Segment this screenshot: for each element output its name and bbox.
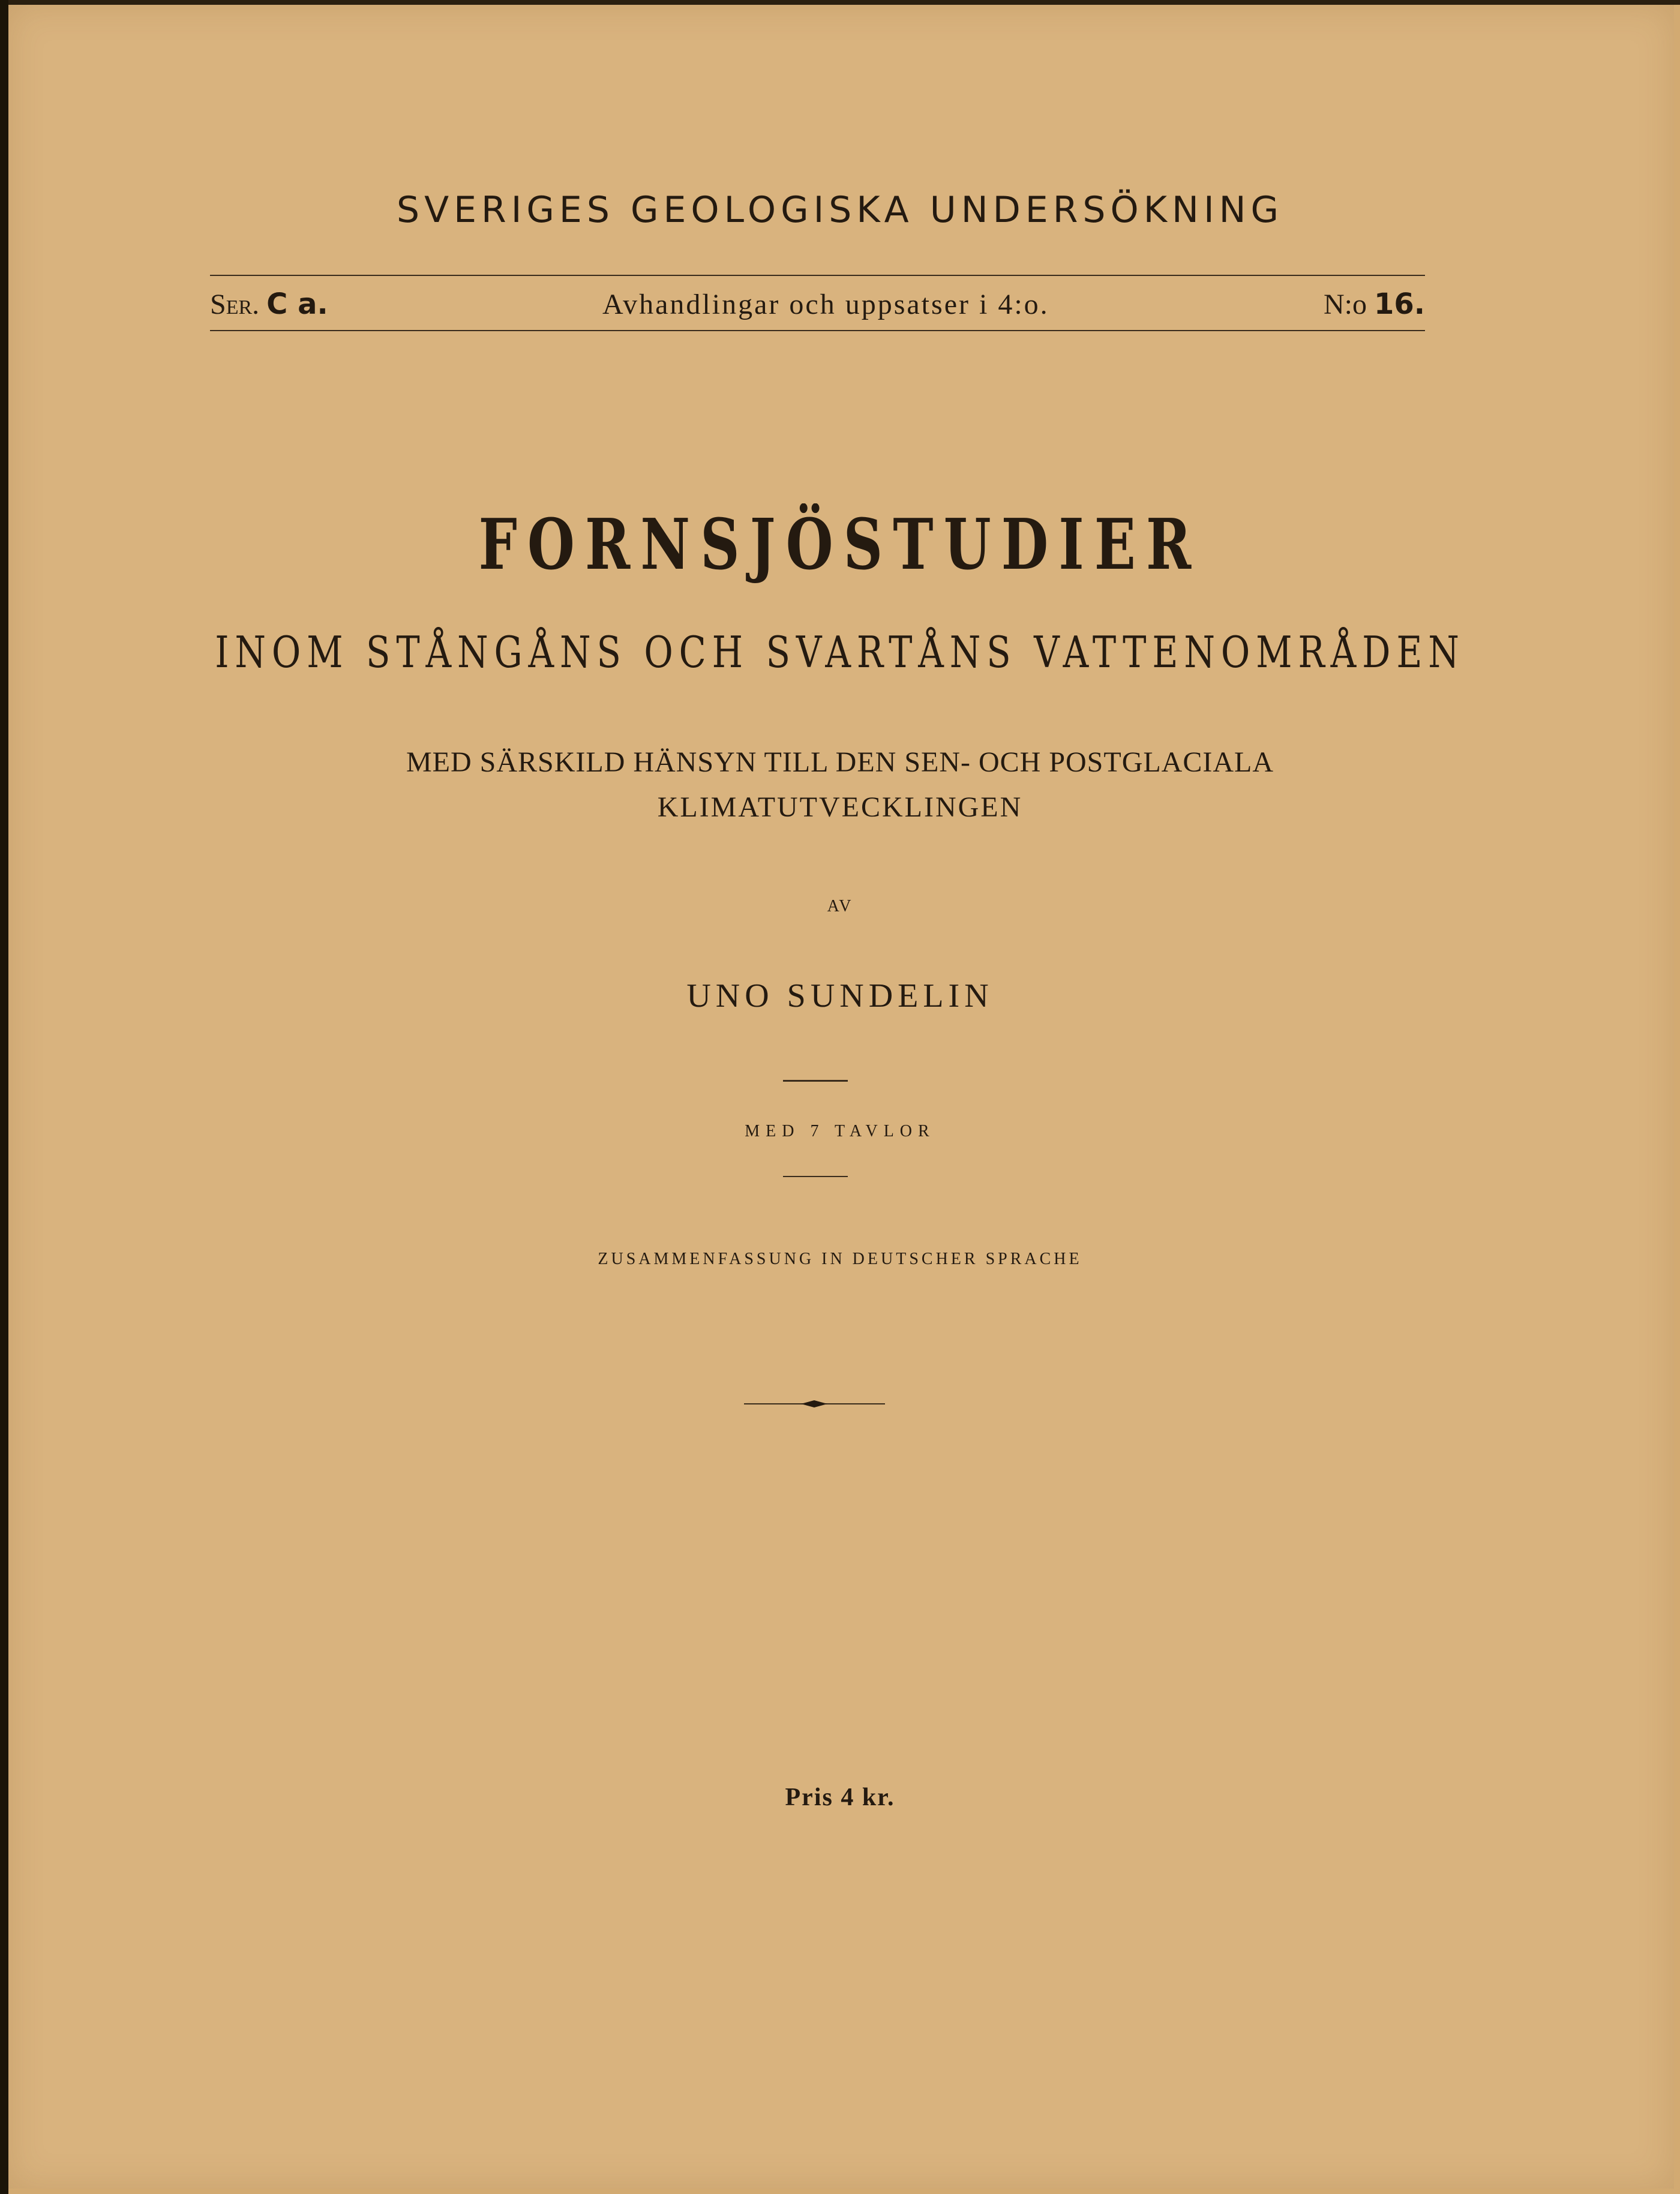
scan-edge-left: [0, 0, 8, 2194]
subtitle: INOM STÅNGÅNS OCH SVARTÅNS VATTENOMRÅDEN: [215, 627, 1465, 677]
series-code: C a.: [266, 287, 328, 321]
plates-note: MED 7 TAVLOR: [745, 1122, 935, 1140]
series-title: SVERIGES GEOLOGISKA UNDERSÖKNING: [396, 189, 1284, 231]
series-number: [1324, 287, 1425, 321]
title-page: [8, 5, 1674, 2189]
summary-note: ZUSAMMENFASSUNG IN DEUTSCHER SPRACHE: [598, 1250, 1082, 1268]
number-label: N:o: [1323, 289, 1367, 320]
author-name: UNO SUNDELIN: [686, 977, 994, 1015]
scan-edge-top: [0, 0, 1680, 5]
separator-rule-2: [783, 1176, 848, 1177]
main-title: FORNSJÖSTUDIER: [478, 504, 1202, 586]
header-rule-top: [210, 275, 1425, 276]
header-rule-bottom: [210, 330, 1425, 331]
price: Pris 4 kr.: [785, 1784, 895, 1811]
series-description: Avhandlingar och uppsatser i 4:o.: [602, 288, 1049, 320]
series-designation: [210, 287, 328, 321]
series-row: [210, 281, 1425, 328]
subtitle-line-3: KLIMATUTVECKLINGEN: [657, 791, 1023, 823]
number-value: 16.: [1373, 287, 1425, 321]
ornament-divider: [744, 1398, 885, 1410]
byline-by: AV: [827, 897, 853, 916]
subtitle-line-2: MED SÄRSKILD HÄNSYN TILL DEN SEN- OCH POSTGLACIALA: [406, 746, 1274, 778]
series-label: Ser.: [210, 289, 260, 320]
separator-rule-1: [783, 1080, 848, 1082]
